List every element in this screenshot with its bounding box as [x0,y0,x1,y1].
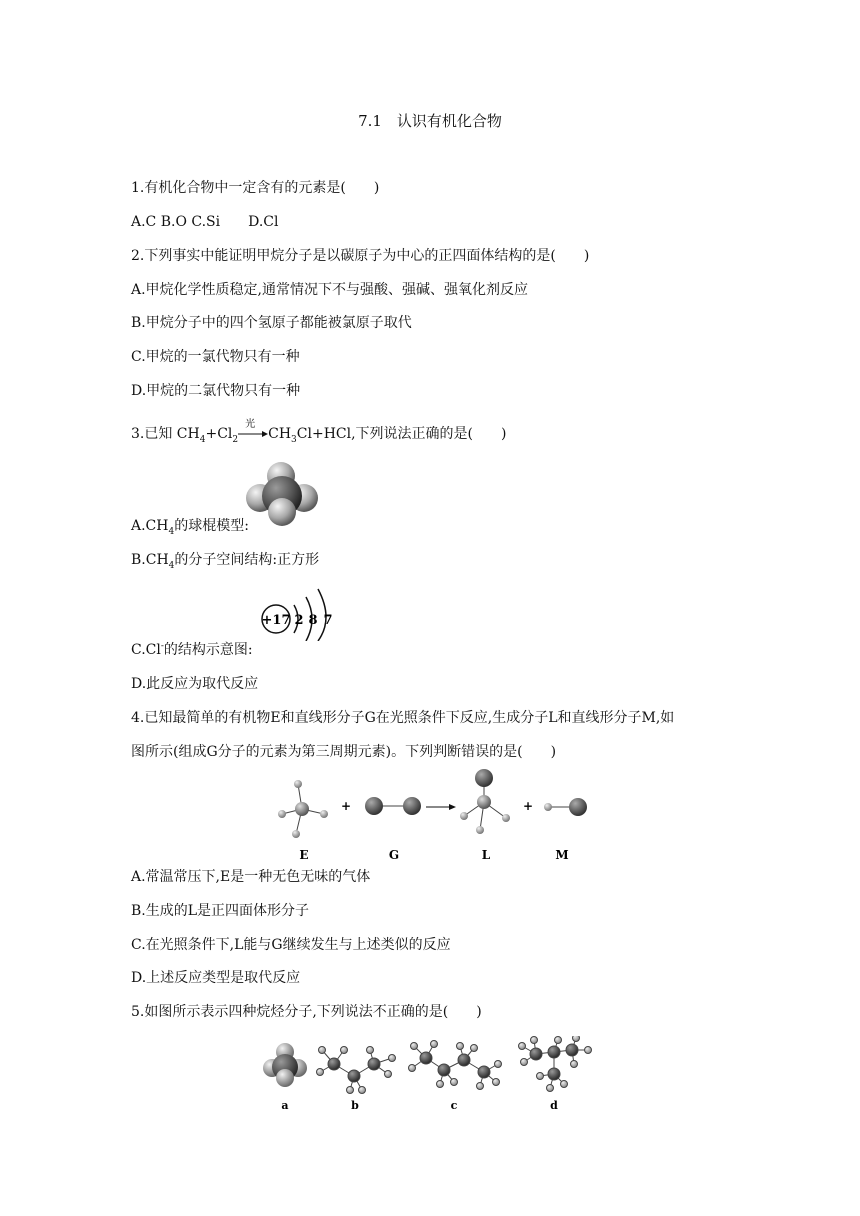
alkane-c-model [409,1041,502,1090]
q2-option-a: A.甲烷化学性质稳定,通常情况下不与强酸、强碱、强氧化剂反应 [131,282,529,298]
shell-2-count: 8 [308,613,318,628]
q4-stem-line1: 4.已知最简单的有机物E和直线形分子G在光照条件下反应,生成分子L和直线形分子M,如 [131,710,675,726]
label-m: M [555,848,569,862]
q2-stem: 2.下列事实中能证明甲烷分子是以碳原子为中心的正四面体结构的是( ) [131,248,590,264]
label-g: G [388,848,400,862]
q4-stem-line2: 图所示(组成G分子的元素为第三周期元素)。下列判断错误的是( ) [131,744,557,760]
q2-option-d: D.甲烷的二氯代物只有一种 [131,383,301,399]
q3-option-c: C.Cl-的结构示意图: [131,641,253,658]
q3-stem: 3.已知 $CH_4+Cl_2$ 光 $CH_3Cl+HCl$,下列说法正确的是( ) [131,419,507,445]
plus-sign-2: + [522,799,534,813]
q3-option-d: D.此反应为取代反应 [131,676,259,692]
q2-option-b: B.甲烷分子中的四个氢原子都能被氯原子取代 [131,315,412,331]
shell-1-count: 2 [294,613,304,628]
alkane-models-figure [258,1036,604,1116]
q4-option-b: B.生成的L是正四面体形分子 [131,903,310,919]
q1-stem: 1.有机化合物中一定含有的元素是( ) [131,180,380,196]
label-c: c [450,1099,458,1112]
shell-3-count: 7 [323,613,333,628]
chlorine-structure-diagram [258,585,342,641]
q4-option-a: A.常温常压下,E是一种无色无味的气体 [131,869,371,885]
label-a: a [281,1099,289,1112]
molecule-e [278,780,328,838]
alkane-b-model [317,1047,396,1094]
q1-options: A.C B.O C.Si D.Cl [131,214,279,230]
page-title: 7.1 认识有机化合物 [358,112,502,130]
molecule-l [460,769,510,834]
nucleus-charge: +17 [261,613,291,628]
q4-option-c: C.在光照条件下,L能与G继续发生与上述类似的反应 [131,937,451,953]
alkane-d-model [519,1036,592,1092]
reaction-diagram [266,764,596,864]
label-e: E [299,848,309,862]
molecule-m [544,798,587,816]
q4-option-d: D.上述反应类型是取代反应 [131,970,301,986]
label-d: d [550,1099,558,1112]
molecule-g [365,797,421,815]
q3-option-a: $A.CH_4$的球棍模型: [131,518,249,537]
q2-option-c: C.甲烷的一氯代物只有一种 [131,349,300,365]
light-reaction-arrow: 光 [238,425,268,439]
reaction-arrow [426,804,456,810]
q5-stem: 5.如图所示表示四种烷烃分子,下列说法不正确的是( ) [131,1004,482,1020]
label-b: b [351,1099,359,1112]
methane-space-filling-model [244,460,320,528]
plus-sign-1: + [340,799,352,813]
q3-option-b: $B.CH_4$的分子空间结构:正方形 [131,552,320,571]
label-l: L [481,848,491,862]
alkane-a-model [263,1043,307,1087]
